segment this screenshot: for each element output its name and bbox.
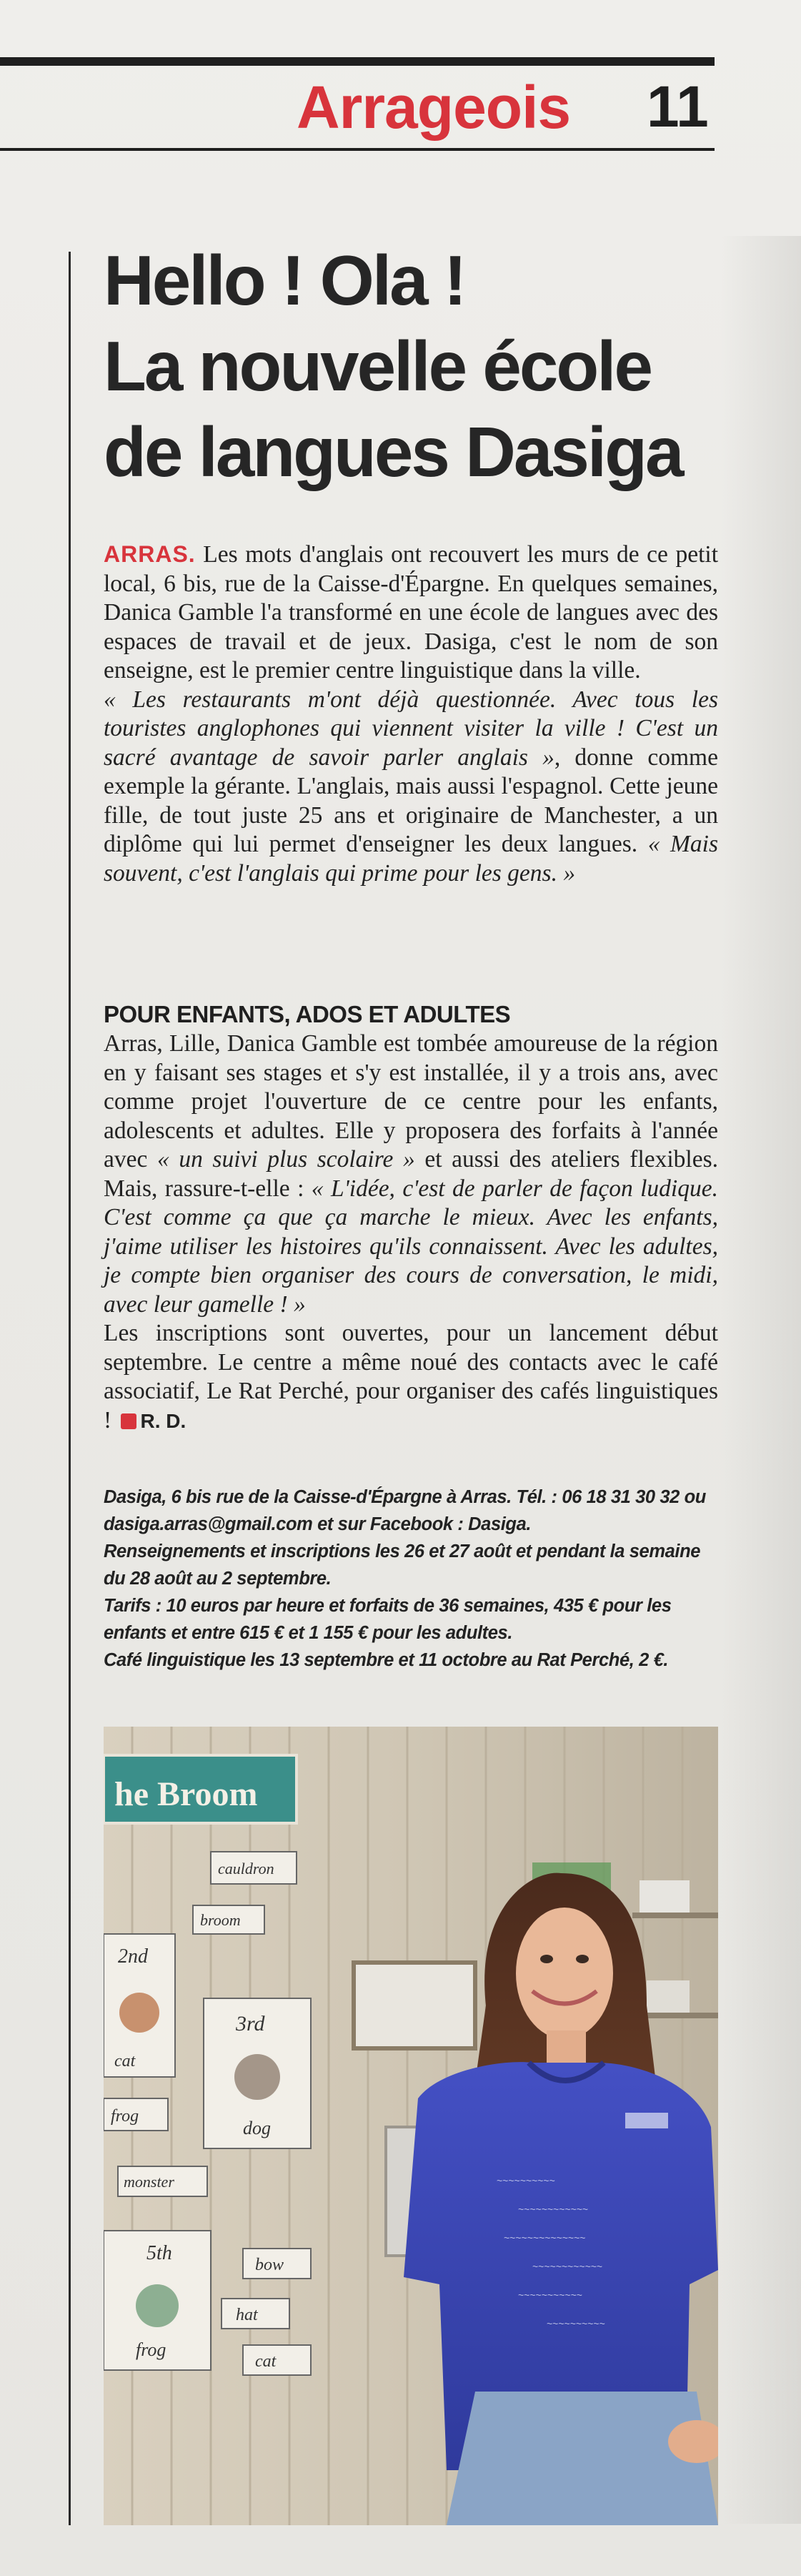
- headline: [104, 237, 732, 495]
- paragraph-4-text: Les inscriptions sont ouvertes, pour un lancement début septembre. Le centre a même noué des contacts avec le café associatif, Le Rat Perché, pour organiser des cafés linguistiques !: [104, 1320, 718, 1433]
- article-photo: [104, 1727, 718, 2525]
- bleed-through-column: [722, 236, 801, 2524]
- paragraph-1: [104, 540, 718, 686]
- headline-line-3: de langues Dasiga: [104, 413, 682, 491]
- card-dog: dog: [243, 2118, 271, 2138]
- section-name: Arrageois: [297, 74, 571, 141]
- paragraph-2-text: , donne comme exemple la gérante. L'anglais, mais aussi l'espagnol. Cette jeune fille, de tout juste 25 ans et originaire de Manchester, a un diplôme qui lui permet d'enseigner les deux langues.: [104, 744, 718, 857]
- card-frog-2: frog: [136, 2339, 166, 2360]
- card-cauldron: cauldron: [218, 1860, 274, 1877]
- quote-4: « L'idée, c'est de parler de façon ludique. C'est comme ça que ça marche le mieux. Avec les enfants, j'aime utiliser les histoires qu'ils connaissent. Avec les adultes, je compte bien organiser des cours de conversation, le midi, avec leur gamelle ! »: [104, 1175, 718, 1318]
- quote-2: « Mais souvent, c'est l'anglais qui prime pour les gens. »: [104, 831, 719, 887]
- paragraph-3-text-a: Arras, Lille, Danica Gamble est tombée amoureuse de la région en y faisant ses stages et s'y est installée, il y a trois ans, avec comme projet l'ouverture de ce centre pour les enfants, adolescents et adultes. Elle y proposera des forfaits à l'année avec: [104, 1030, 718, 1173]
- card-frog: frog: [111, 2107, 139, 2126]
- wall-frame: [354, 1963, 475, 2048]
- svg-text:~~~~~~~~~~~~~~: ~~~~~~~~~~~~~~: [504, 2232, 586, 2244]
- header-top-rule: [0, 57, 715, 66]
- info-contact: Dasiga, 6 bis rue de la Caisse-d'Épargne à Arras. Tél. : 06 18 31 30 32 ou dasiga.arras@gmail.com et sur Facebook : Dasiga.: [104, 1487, 706, 1534]
- quote-3: « un suivi plus scolaire »: [156, 1146, 415, 1173]
- paragraph-4: [104, 1319, 718, 1436]
- card-hat: hat: [236, 2306, 258, 2324]
- end-mark-icon: [121, 1413, 136, 1429]
- author-signature: R. D.: [140, 1409, 186, 1432]
- headline-line-2: La nouvelle école: [104, 327, 651, 405]
- page-number: 11: [647, 74, 709, 139]
- headline-line-1: Hello ! Ola !: [104, 241, 465, 320]
- shelf: [632, 1913, 718, 1918]
- card-cat-2: cat: [255, 2352, 277, 2371]
- info-registration: Renseignements et inscriptions les 26 et 27 août et pendant la semaine du 28 août au 2 septembre.: [104, 1541, 701, 1589]
- card-3rd: 3rd: [236, 2012, 265, 2035]
- paragraph-3-text-b: et aussi des ateliers flexibles. Mais, rassure-t-elle :: [104, 1146, 719, 1202]
- paragraph-2: [104, 686, 718, 889]
- svg-text:~~~~~~~~~~~~: ~~~~~~~~~~~~: [518, 2204, 589, 2215]
- card-cat: cat: [114, 2052, 136, 2071]
- svg-text:~~~~~~~~~~: ~~~~~~~~~~: [547, 2318, 605, 2329]
- header-bottom-rule: [0, 148, 715, 151]
- card-5th: 5th: [146, 2242, 172, 2264]
- dateline: ARRAS.: [104, 541, 196, 567]
- card-broom: broom: [200, 1911, 241, 1929]
- quote-1: « Les restaurants m'ont déjà questionnée. Avec tous les touristes anglophones qui viennent visiter la ville ! C'est un sacré avantage de savoir parler anglais »: [104, 686, 718, 771]
- card-bow: bow: [255, 2256, 284, 2274]
- info-prices: Tarifs : 10 euros par heure et forfaits de 36 semaines, 435 € pour les enfants et entre 615 € et 1 155 € pour les adultes.: [104, 1596, 672, 1643]
- photo-illustration: [104, 1727, 718, 2525]
- paragraph-1-text: Les mots d'anglais ont recouvert les murs de ce petit local, 6 bis, rue de la Caisse-d'Épargne. En quelques semaines, Danica Gamble l'a transformé en une école de langues avec des espaces de travail et de jeux. Dasiga, c'est le nom de son enseigne, est le premier centre linguistique dans la ville.: [104, 541, 719, 684]
- subheading: POUR ENFANTS, ADOS ET ADULTES: [104, 1001, 511, 1027]
- article-body-intro: [104, 540, 718, 888]
- svg-text:~~~~~~~~~~~~: ~~~~~~~~~~~~: [532, 2261, 603, 2272]
- banner-text: he Broom: [114, 1775, 258, 1813]
- card-monster: monster: [124, 2173, 174, 2191]
- svg-text:~~~~~~~~~~~: ~~~~~~~~~~~: [518, 2289, 582, 2301]
- svg-text:~~~~~~~~~~: ~~~~~~~~~~: [497, 2175, 555, 2186]
- paragraph-3: [104, 1030, 718, 1319]
- info-cafe: Café linguistique les 13 septembre et 11 octobre au Rat Perché, 2 €.: [104, 1650, 669, 1670]
- card-2nd: 2nd: [118, 1945, 148, 1968]
- column-rule: [69, 252, 71, 2525]
- practical-info: [104, 1484, 718, 1674]
- article-body-main: [104, 1030, 718, 1436]
